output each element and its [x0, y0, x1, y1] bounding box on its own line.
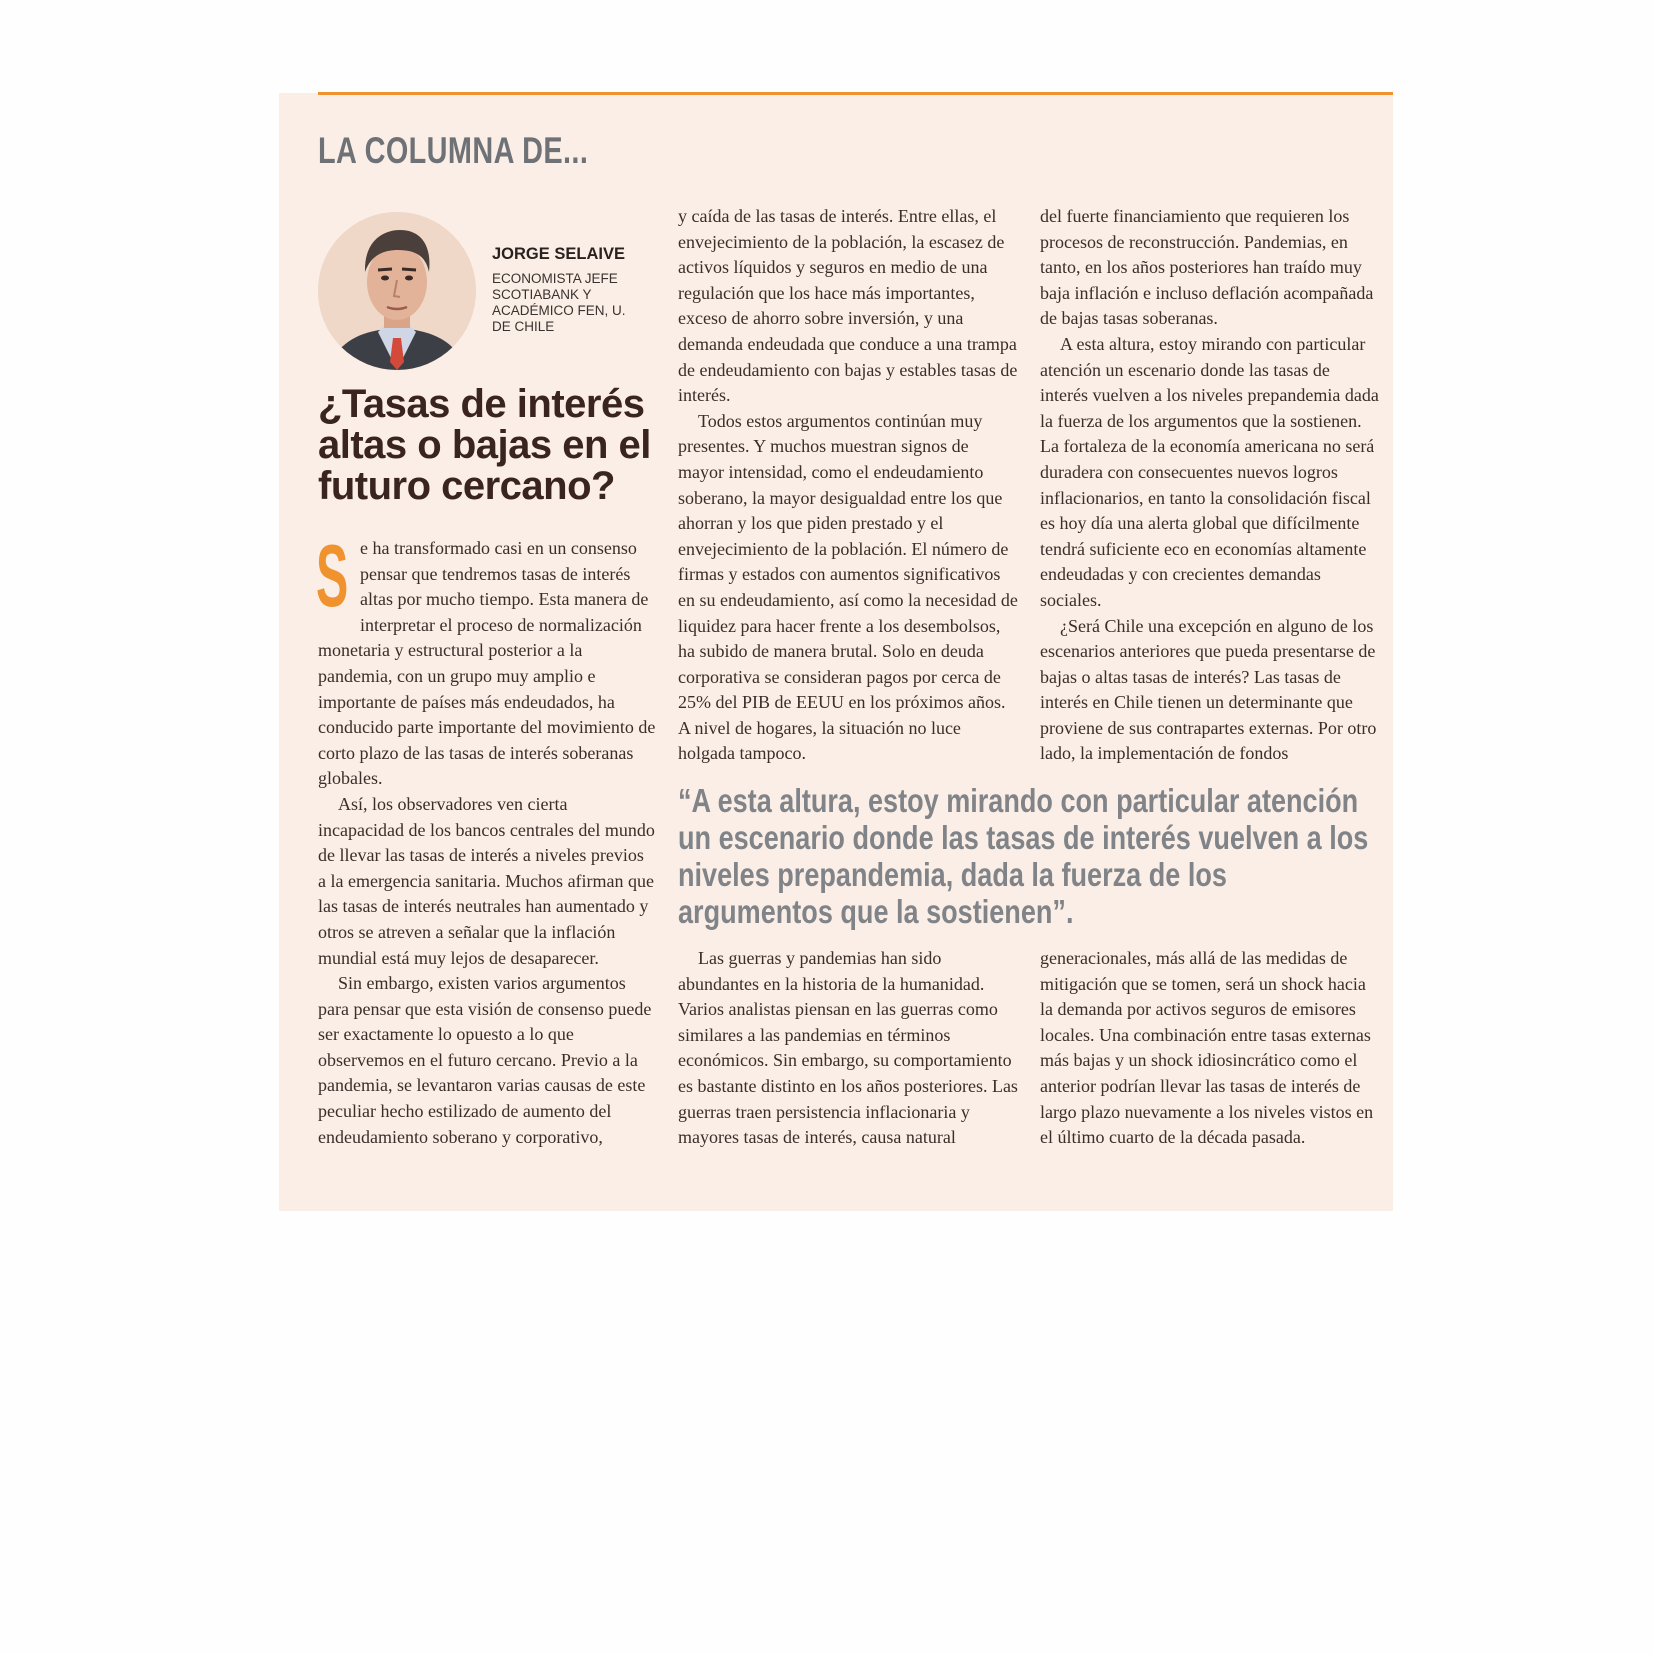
- body-column-2-continued: [678, 946, 1018, 1151]
- paragraph: Sin embargo, existen varios argumentos para pensar que esta visión de consenso puede ser exactamente lo opuesto a lo que observemos en el futuro cercano. Previo a la pandemia, se levantaron varias causas de este peculiar hecho estilizado de aumento del endeudamiento soberano y corporativo,: [318, 973, 652, 1147]
- paragraph: generacionales, más allá de las medidas de mitigación que se tomen, será un shock hacia la demanda por activos seguros de emisores locales. Una combinación entre tasas externas más bajas y un shock idiosincrático como el anterior podrían llevar las tasas de interés de largo plazo nuevamente a los niveles vistos en el último cuarto de la década pasada.: [1040, 948, 1374, 1148]
- pull-quote: “A esta altura, estoy mirando con particular atención un escenario donde las tasas de interés vuelven a los niveles prepandemia, dada la fuerza de los argumentos que la sostienen”.: [678, 782, 1369, 930]
- article-headline: ¿Tasas de interés altas o bajas en el futuro cercano?: [318, 382, 651, 508]
- author-portrait-icon: [318, 212, 476, 370]
- paragraph: ¿Será Chile una excepción en alguno de los escenarios anteriores que pueda presentarse de bajas o altas tasas de interés? Las tasas de interés en Chile tienen un determinante que proviene de sus contrapartes externas. Por otro lado, la implementación de fondos: [1040, 615, 1377, 764]
- paragraph: Todos estos argumentos continúan muy presentes. Y muchos muestran signos de mayor intensidad, como el endeudamiento soberano, la mayor desigualdad entre los que ahorran y los que piden prestado y el envejecimiento de la población. El número de firmas y estados con aumentos significativos en su endeudamiento, así como la necesidad de liquidez para hacer frente a los desembolsos, ha subido de manera brutal. Solo en deuda corporativa se consideran pagos por cerca de 25% del PIB de EEUU en los próximos años. A nivel de hogares, la situación no luce holgada tampoco.: [678, 410, 1018, 764]
- paragraph: Así, los observadores ven cierta incapacidad de los bancos centrales del mundo de llevar las tasas de interés a niveles previos a la emergencia sanitaria. Muchos afirman que las tasas de interés neutrales han aumentado y otros se atreven a señalar que la inflación mundial está muy lejos de desaparecer.: [318, 793, 655, 968]
- author-role: ECONOMISTA JEFE SCOTIABANK Y ACADÉMICO FEN, U. DE CHILE: [492, 271, 626, 334]
- paragraph: A esta altura, estoy mirando con particular atención un escenario donde las tasas de interés vuelven a los niveles prepandemia dada la fuerza de los argumentos que la sostienen. La fortaleza de la economía americana no será duradera con consecuentes nuevos logros inflacionarios, en tanto la consolidación fiscal es hoy día una alerta global que difícilmente tendrá suficiente eco en economías altamente endeudadas y con crecientes demandas sociales.: [1040, 333, 1379, 610]
- body-column-2: [678, 204, 1018, 767]
- paragraph: del fuerte financiamiento que requieren los procesos de reconstrucción. Pandemias, en tanto, en los años posteriores han traído muy baja inflación e incluso deflación acompañada de bajas tasas soberanas.: [1040, 206, 1374, 329]
- section-label: LA COLUMNA DE...: [318, 130, 589, 171]
- paragraph-text: e ha transformado casi en un consenso pensar que tendremos tasas de interés altas por mucho tiempo. Esta manera de interpretar el proceso de normalización monetaria y estructural posterior a la pandemia, con un grupo muy amplio e importante de países más endeudados, ha conducido parte importante del movimiento de corto plazo de las tasas de interés soberanas globales.: [318, 538, 656, 789]
- paragraph: [316, 526, 656, 792]
- author-avatar: [318, 212, 476, 370]
- body-column-1: [316, 526, 656, 1150]
- paragraph: y caída de las tasas de interés. Entre ellas, el envejecimiento de la población, la escasez de activos líquidos y seguros en medio de una regulación que los hace más importantes, exceso de ahorro sobre inversión, y una demanda endeudada que conduce a una trampa de endeudamiento con bajas y estables tasas de interés.: [678, 206, 1018, 406]
- paragraph: Las guerras y pandemias han sido abundantes en la historia de la humanidad. Varios analistas piensan en las guerras como similares a las pandemias en términos económicos. Sin embargo, su comportamiento es bastante distinto en los años posteriores. Las guerras traen persistencia inflacionaria y mayores tasas de interés, causa natural: [678, 948, 1018, 1148]
- body-column-3: [1040, 204, 1380, 767]
- drop-cap: S: [316, 526, 349, 625]
- author-name: JORGE SELAIVE: [492, 245, 625, 263]
- top-rule: [318, 92, 1393, 95]
- body-column-3-continued: [1040, 946, 1380, 1151]
